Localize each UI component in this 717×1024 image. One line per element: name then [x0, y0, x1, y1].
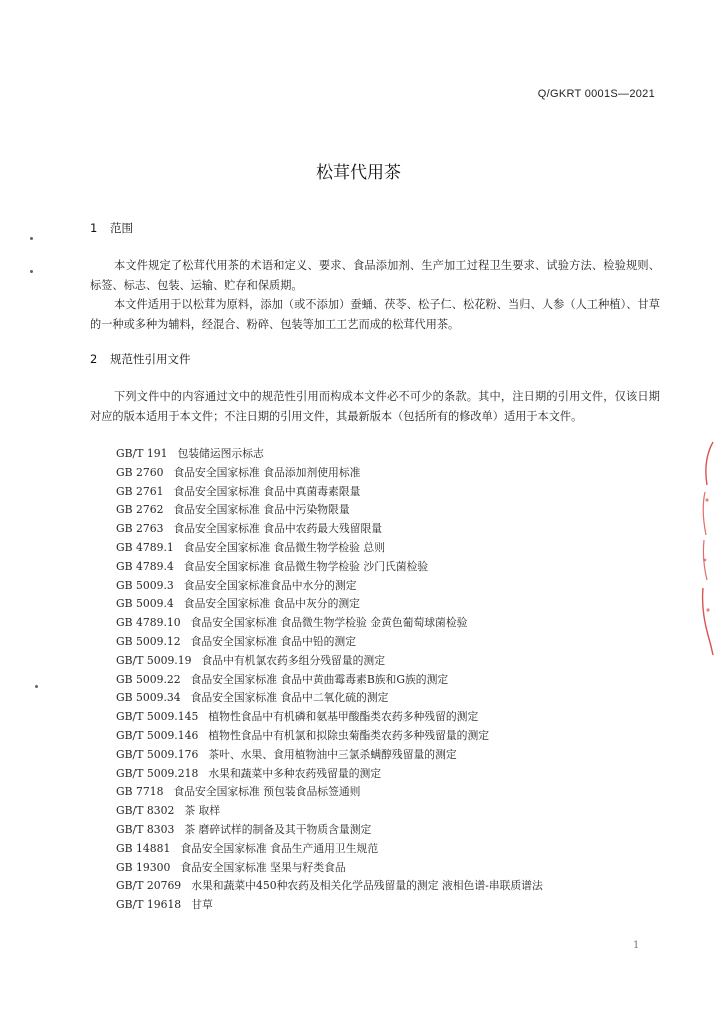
reference-item: [116, 595, 543, 614]
reference-item: [116, 783, 543, 802]
reference-item: [116, 802, 543, 821]
reference-title: 水果和蔬菜中450种农药及相关化学品残留量的测定 液相色谱-串联质谱法: [191, 879, 543, 893]
reference-code: GB 5009.3: [116, 578, 174, 592]
reference-code: GB 4789.1: [116, 540, 174, 554]
reference-item: [116, 765, 543, 784]
reference-title: 水果和蔬菜中多种农药残留量的测定: [208, 766, 382, 780]
scope-paragraph-1: 本文件规定了松茸代用茶的术语和定义、要求、食品添加剂、生产加工过程卫生要求、试验方法、检验规则、标签、标志、包装、运输、贮存和保质期。: [90, 259, 660, 292]
reference-title: 茶 磨碎试样的制备及其干物质含量测定: [184, 822, 372, 836]
reference-title: 食品安全国家标准 食品中铅的测定: [190, 634, 357, 648]
reference-code: GB 5009.22: [116, 672, 181, 686]
section-1-title: 范围: [110, 221, 133, 235]
reference-title: 食品安全国家标准 食品中黄曲霉毒素B族和G族的测定: [190, 672, 449, 686]
scan-speck: [30, 270, 33, 273]
reference-code: GB 5009.4: [116, 597, 174, 611]
reference-title: 食品安全国家标准 食品生产通用卫生规范: [180, 841, 379, 855]
section-1-number: 1: [90, 221, 98, 235]
reference-list: [116, 445, 543, 915]
reference-item: [116, 689, 543, 708]
reference-title: 食品安全国家标准 食品微生物学检验 总则: [183, 540, 385, 554]
reference-code: GB/T 5009.146: [116, 728, 199, 742]
reference-code: GB 4789.4: [116, 559, 174, 573]
reference-code: GB 19300: [116, 860, 171, 874]
reference-item: [116, 708, 543, 727]
reference-item: [116, 671, 543, 690]
reference-title: 食品安全国家标准 食品中真菌毒素限量: [173, 484, 361, 498]
reference-title: 食品安全国家标准 预包装食品标签通则: [173, 785, 361, 799]
section-2-number: 2: [90, 352, 98, 366]
scope-paragraph-2: 本文件适用于以松茸为原料，添加（或不添加）蚕蛹、茯苓、松子仁、松花粉、当归、人参（人工种植）、甘草的一种或多种为辅料，经混合、粉碎、包装等加工工艺而成的松茸代用茶。: [90, 298, 660, 331]
reference-code: GB 2762: [116, 503, 164, 517]
reference-title: 食品安全国家标准食品中水分的测定: [183, 578, 357, 592]
reference-item: [116, 483, 543, 502]
reference-code: GB 2761: [116, 484, 164, 498]
document-title: 松茸代用茶: [316, 163, 401, 183]
reference-item: [116, 821, 543, 840]
reference-code: GB/T 5009.19: [116, 653, 192, 667]
reference-title: 食品安全国家标准 食品中农药最大残留限量: [173, 522, 383, 536]
reference-title: 包装储运图示标志: [177, 447, 264, 460]
reference-code: GB/T 5009.176: [116, 747, 199, 761]
reference-title: 甘草: [191, 898, 213, 912]
reference-item: [116, 539, 543, 558]
reference-title: 食品安全国家标准 食品中灰分的测定: [183, 597, 360, 611]
reference-code: GB/T 8303: [116, 822, 175, 836]
section-2-title: 规范性引用文件: [110, 352, 191, 366]
reference-item: [116, 501, 543, 520]
reference-title: 茶 取样: [184, 804, 221, 818]
reference-item: [116, 877, 543, 896]
reference-item: [116, 633, 543, 652]
reference-item: [116, 520, 543, 539]
reference-title: 植物性食品中有机磷和氨基甲酸酯类农药多种残留的测定: [208, 710, 479, 724]
scan-speck: [35, 685, 38, 688]
reference-item: [116, 577, 543, 596]
reference-item: [116, 558, 543, 577]
reference-code: GB 7718: [116, 785, 164, 799]
reference-title: 食品安全国家标准 食品中二氧化硫的测定: [190, 691, 389, 705]
reference-title: 食品中有机氯农药多组分残留量的测定: [201, 653, 386, 667]
reference-code: GB 2763: [116, 522, 164, 536]
reference-code: GB/T 5009.145: [116, 710, 199, 724]
reference-title: 食品安全国家标准 食品微生物学检验 沙门氏菌检验: [183, 559, 429, 573]
reference-code: GB 5009.12: [116, 634, 181, 648]
reference-code: GB/T 19618: [116, 898, 182, 912]
reference-title: 食品安全国家标准 食品中污染物限量: [173, 503, 350, 517]
reference-code: GB/T 20769: [116, 879, 182, 893]
reference-title: 植物性食品中有机氯和拟除虫菊酯类农药多种残留量的测定: [208, 728, 490, 742]
reference-code: GB/T 191: [116, 447, 168, 460]
reference-title: 食品安全国家标准 食品添加剂使用标准: [173, 465, 361, 479]
reference-item: [116, 614, 543, 633]
section-2-heading: [90, 351, 191, 367]
header-code: Q/GKRT 0001S—2021: [537, 88, 655, 100]
reference-item: [116, 464, 543, 483]
reference-title: 食品安全国家标准 食品微生物学检验 金黄色葡萄球菌检验: [190, 616, 468, 630]
reference-code: GB/T 8302: [116, 804, 175, 818]
reference-title: 食品安全国家标准 坚果与籽类食品: [180, 860, 346, 874]
reference-item: [116, 727, 543, 746]
reference-code: GB 14881: [116, 841, 171, 855]
references-intro: 下列文件中的内容通过文中的规范性引用而构成本文件必不可少的条款。其中，注日期的引用文件，仅该日期对应的版本适用于本文件；不注日期的引用文件，其最新版本（包括所有的修改单）适用于本文件。: [90, 390, 660, 423]
reference-title: 茶叶、水果、食用植物油中三氯杀螨醇残留量的测定: [208, 747, 457, 761]
reference-item: [116, 896, 543, 915]
seal-stamp: [699, 440, 715, 660]
reference-code: GB/T 5009.218: [116, 766, 199, 780]
reference-item: [116, 859, 543, 878]
reference-item: [116, 652, 543, 671]
reference-item: [116, 445, 543, 464]
reference-code: GB 5009.34: [116, 691, 181, 705]
page-number: 1: [633, 940, 640, 951]
reference-item: [116, 840, 543, 859]
section-1-heading: [90, 220, 133, 236]
reference-code: GB 4789.10: [116, 616, 181, 630]
reference-code: GB 2760: [116, 465, 164, 479]
reference-item: [116, 746, 543, 765]
scan-speck: [30, 237, 33, 240]
